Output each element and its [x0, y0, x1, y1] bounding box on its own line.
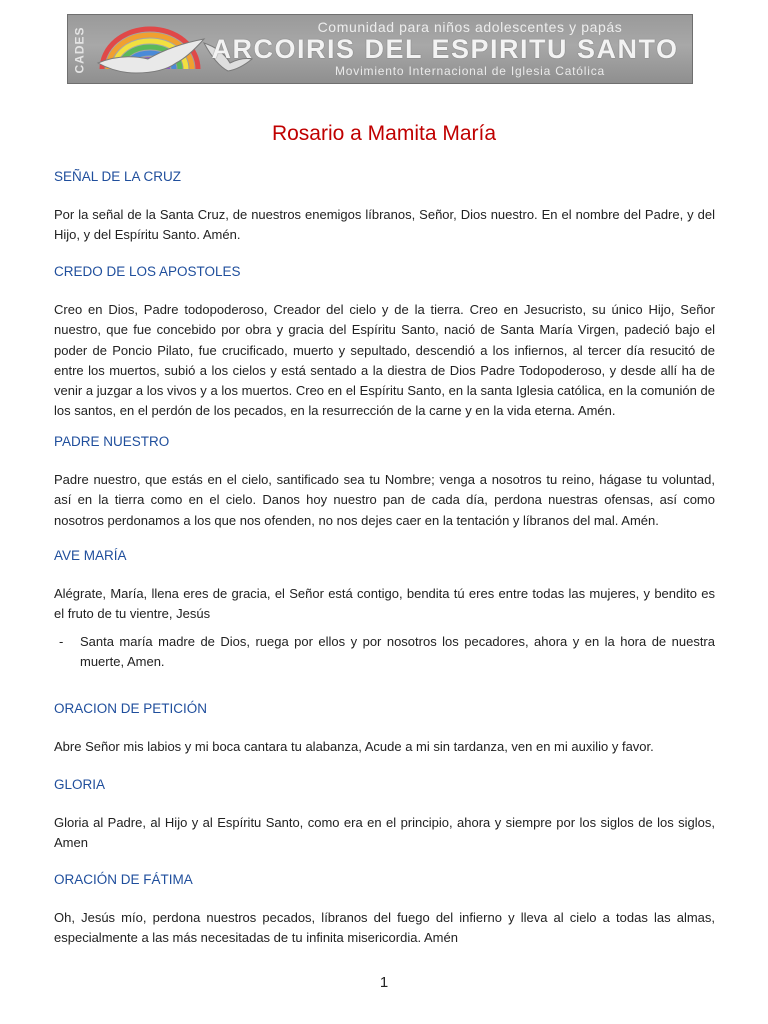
- section-text-fatima: Oh, Jesús mío, perdona nuestros pecados, líbranos del fuego del infierno y lleva al cielo a todas las almas, especialmente a las más necesitadas de tu infinita misericordia. Amén: [54, 910, 715, 946]
- section-text-gloria: Gloria al Padre, al Hijo y al Espíritu Santo, como era en el principio, ahora y siempre por los siglos de los siglos, Amen: [54, 815, 715, 851]
- section-text-senal: Por la señal de la Santa Cruz, de nuestros enemigos líbranos, Señor, Dios nuestro. En el nombre del Padre, y del Hijo, y del Espíritu Santo. Amén.: [54, 207, 715, 243]
- section-heading-senal: SEÑAL DE LA CRUZ: [54, 169, 182, 184]
- section-heading-padre-nuestro: PADRE NUESTRO: [54, 434, 170, 449]
- section-text-credo: Creo en Dios, Padre todopoderoso, Creador del cielo y de la tierra. Creo en Jesucristo, su único Hijo, Señor nuestro, que fue concebido por obra y gracia del Espíritu Santo, nació de Santa María Virgen, padeció bajo el poder de Poncio Pilato, fue crucificado, muerto y sepultado, descendió a los infiernos, al tercer día resucitó de entre los muertos, subió a los cielos y está sentado a la diestra de Dios Padre Todopoderoso, y desde allí ha de venir a juzgar a los vivos y a los muertos. Creo en el Espíritu Santo, en la santa Iglesia católica, en la comunión de los santos, en el perdón de los pecados, en la resurrección de la carne y en la vida eterna. Amén.: [54, 302, 715, 419]
- section-heading-peticion: ORACION DE PETICIÓN: [54, 701, 208, 716]
- list-item: [54, 632, 715, 673]
- banner-subtitle: Comunidad para niños adolescentes y papás: [317, 19, 623, 35]
- banner-title: ARCOIRIS DEL ESPIRITU SANTO: [211, 34, 679, 64]
- bullet-text: Santa maría madre de Dios, ruega por ellos y por nosotros los pecadores, ahora y en la hora de nuestra muerte, Amen.: [80, 634, 715, 670]
- section-heading-ave-maria: AVE MARÍA: [54, 548, 127, 563]
- section-text-peticion: Abre Señor mis labios y mi boca cantara tu alabanza, Acude a mi sin tardanza, ven en mi auxilio y favor.: [54, 739, 654, 754]
- section-heading-fatima: ORACIÓN DE FÁTIMA: [54, 872, 193, 887]
- page-title: Rosario a Mamita María: [271, 122, 497, 145]
- section-heading-gloria: GLORIA: [54, 777, 106, 792]
- page-number: 1: [379, 974, 389, 991]
- banner-side-label: CADES: [72, 26, 87, 74]
- header-banner: [67, 14, 693, 84]
- section-text-ave-maria: Alégrate, María, llena eres de gracia, el Señor está contigo, bendita tú eres entre todas las mujeres, y bendito es el fruto de tu vientre, Jesús: [54, 586, 715, 622]
- bullet-dash: -: [59, 634, 64, 649]
- section-text-padre-nuestro: Padre nuestro, que estás en el cielo, santificado sea tu Nombre; venga a nosotros tu reino, hágase tu voluntad, así en la tierra como en el cielo. Danos hoy nuestro pan de cada día, perdona nuestras ofensas, así como nosotros perdonamos a los que nos ofenden, no nos dejes caer en la tentación y líbranos del mal. Amén.: [54, 472, 715, 528]
- section-heading-credo: CREDO DE LOS APOSTOLES: [54, 264, 241, 279]
- banner-tagline: Movimiento Internacional de Iglesia Católica: [335, 64, 605, 78]
